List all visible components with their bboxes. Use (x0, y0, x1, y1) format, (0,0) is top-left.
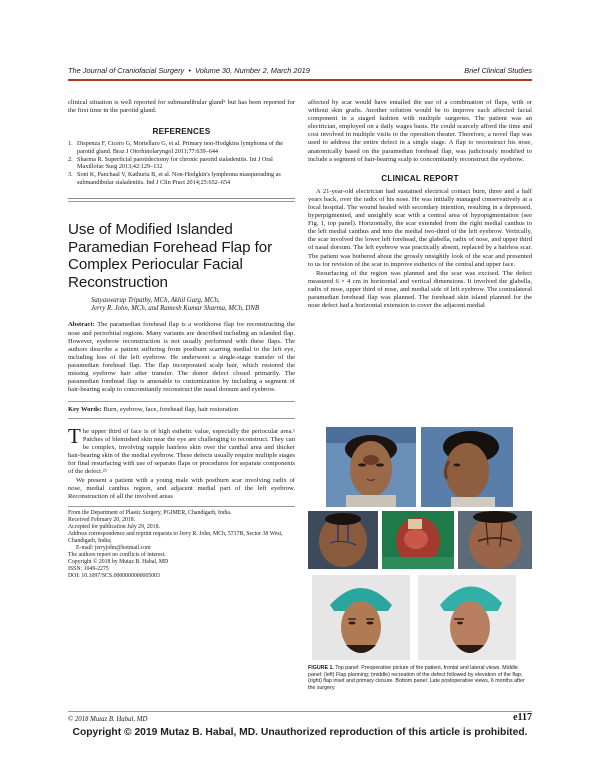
reference-item: 3. Soni K, Panchaal V, Kathuria B, et al. Non-Hodgkin's lymphoma masquerading as submandibular sialadenitis. Ind J Clin Pract 2014;25:652–654 (68, 171, 281, 186)
footnotes: From the Department of Plastic Surgery, PGIMER, Chandigarh, India. Received February 20, 2018. Accepted for publication July 29, 2018. Address correspondence and reprint requests to Jerry R. John, MCh, 5717B, Sector 38 West, Chandigarh, India; E-mail: jerryjohn@hotmail.com The authors report no conflicts of interest. Copyright © 2018 by Mutaz B. Habal, MD ISSN: 1049-2275 DOI: 10.1097/SCS.0000000000005003 (68, 510, 283, 580)
article-title: Use of Modified Islanded Paramedian Forehead Flap for Complex Periocular Facial Reconstruction (68, 221, 273, 292)
dropcap-letter: T (68, 423, 81, 448)
right-column (308, 99, 532, 310)
clinical-report-heading: CLINICAL REPORT (381, 173, 459, 183)
page-number: e117 (513, 712, 532, 723)
section-name: Brief Clinical Studies (464, 66, 532, 75)
keywords-rule-top (68, 401, 295, 402)
references-heading: REFERENCES (152, 127, 211, 137)
photo-flap-elevation (382, 511, 454, 569)
body-paragraph-1: The upper third of face is of high esthetic value, especially the periocular area.¹ Patches of blemished skin near the eye are challenging to reconstruct. They can be complex, involving supple hairless skin over the canthal area and thicker hair-bearing skin of the medial eyebrow. These defects usually require multiple stages for final resurfacing with use of separate flaps or procedures for separate components of the defect.²³ (68, 423, 295, 476)
references-list (68, 140, 295, 186)
footnote-rule (68, 506, 295, 507)
left-column (68, 99, 295, 580)
journal-issue-line: The Journal of Craniofacial Surgery • Volume 30, Number 2, March 2019 (68, 66, 310, 75)
photo-flap-planning (308, 511, 378, 569)
photo-flap-inset (458, 511, 532, 569)
reference-item: 2. Sharma R. Superficial parotidectomy for chronic parotid sialadenitis. Int J Oral Maxillofac Surg 2013;42:129–132 (68, 155, 273, 171)
abstract: Abstract: The paramedian forehead flap is a workhorse flap for reconstructing the nose and periorbital regions. Many variants are described including an islanded flap. However, eyebrow reconstruction is not usually performed with these flaps. The authors describe a patient suffering from postburn scarring medial to the left eye, including loss of the left eyebrow. He underwent a single-stage transfer of the paramedian forehead flap. The flap incorporated scalp hair, which restored the missing eyebrow hair after transfer. The donor defect closed primarily. The paramedian forehead flap is amenable to customization by including a segment of hair-bearing scalp to concomitantly reconstruct the nasal dorsum and eyebrow. (68, 321, 295, 394)
footer-copyright: © 2018 Mutaz B. Habal, MD (68, 716, 148, 723)
photo-preop-lateral (421, 427, 513, 507)
keywords: Key Words: Burn, eyebrow, face, forehead flap, hair restoration (68, 405, 239, 413)
reference-item: 1. Dispenza F, Cicero G, Mortellaro G, et al. Primary non-Hodgkins lymphoma of the parotid gland. Braz J Otorhinolaryngol 2011;77:639–644 (68, 140, 284, 155)
article-separator-rule (68, 198, 295, 199)
copyright-banner: Copyright © 2019 Mutaz B. Habal, MD. Unauthorized reproduction of this article is prohibited. (72, 727, 528, 738)
figure-1 (308, 427, 532, 660)
figure-1-caption: FIGURE 1. Top panel: Preoperative picture of the patient, frontal and lateral views. Middle panel: (left) Flap planning; (middle) recreation of the defect followed by elevation of the flap; (right) flap inset and primary closure. Bottom panel: Late postoperative views, 6 months after the surgery. (308, 665, 525, 691)
right-paragraph-3: Resurfacing of the region was planned and the scar was excised. The defect measured 6 × 4 cm in horizontal and vertical dimensions. It involved the glabella, radix of nose, upper third of nose, and medial side of left eyebrow. The contralateral paramedian forehead flap was planned. The forehead skin island planned for the nose defect had a horizontal extension to cover the adjacent medial (308, 269, 532, 310)
photo-postop-lateral (418, 575, 516, 660)
intro-paragraph: clinical situation is well reported for submandibular gland⁵ but has been reported for the first time in the parotid gland. (68, 99, 295, 115)
right-paragraph-1: affected by scar would have entailed the use of a combination of flaps, with or without skin grafts. Another solution would be to improve each affected facial component in a staged fashion with multiple surgeries. The patient was an electrician, employed on a daily wages basis. He could scarcely afford the time and cost involved in multiple visits to the operation theater. Therefore, a novel flap was used to address the entire defect in a single stage. A flap to reconstruct his nose, anatomically based on the paramedian forehead flap, was judiciously modified to include a segment of hair-bearing scalp to concomitantly reconstruct the eyebrow. (308, 99, 532, 163)
author-list: Satyaswarup Tripathy, MCh, Akhil Garg, MCh, Jerry R. John, MCh, and Ramesh Kumar Sharma, MCh, DNB (91, 296, 260, 313)
right-paragraph-2: A 21-year-old electrician had sustained electrical contact burn, three and a half years back, over the radix of his nose. He was initially managed conservatively at a local hospital. The wound healed with secondary intention, resulting in a depressed, hyperpigmented, and unsightly scar with a central area of hypopigmentation (see Fig. 1, top panel). Horizontally, the scar extended from the right medial canthus to the left medial canthus and into the medial two-third of the left eyebrow. Vertically, the scar involved the lower left forehead, the glabella, radix of nose, and upper third of nasal dorsum. The left eyebrow was practically absent, replaced by a hairless scar. The patient was bothered about the grossly unsightly look of the scar and presented to us for revision of the scar to improve esthetics of the central and upper face. (308, 187, 532, 268)
keywords-rule-bottom (68, 418, 295, 419)
header-rule (68, 79, 532, 81)
footer-rule (68, 711, 532, 712)
photo-preop-frontal (326, 427, 416, 507)
running-header (68, 66, 532, 80)
photo-postop-frontal (312, 575, 410, 660)
body-paragraph-2: We present a patient with a young male with postburn scar involving radix of nose, medial canthus region, and adjacent medial part of the left eyebrow. Reconstruction of all the involved areas (68, 477, 295, 501)
